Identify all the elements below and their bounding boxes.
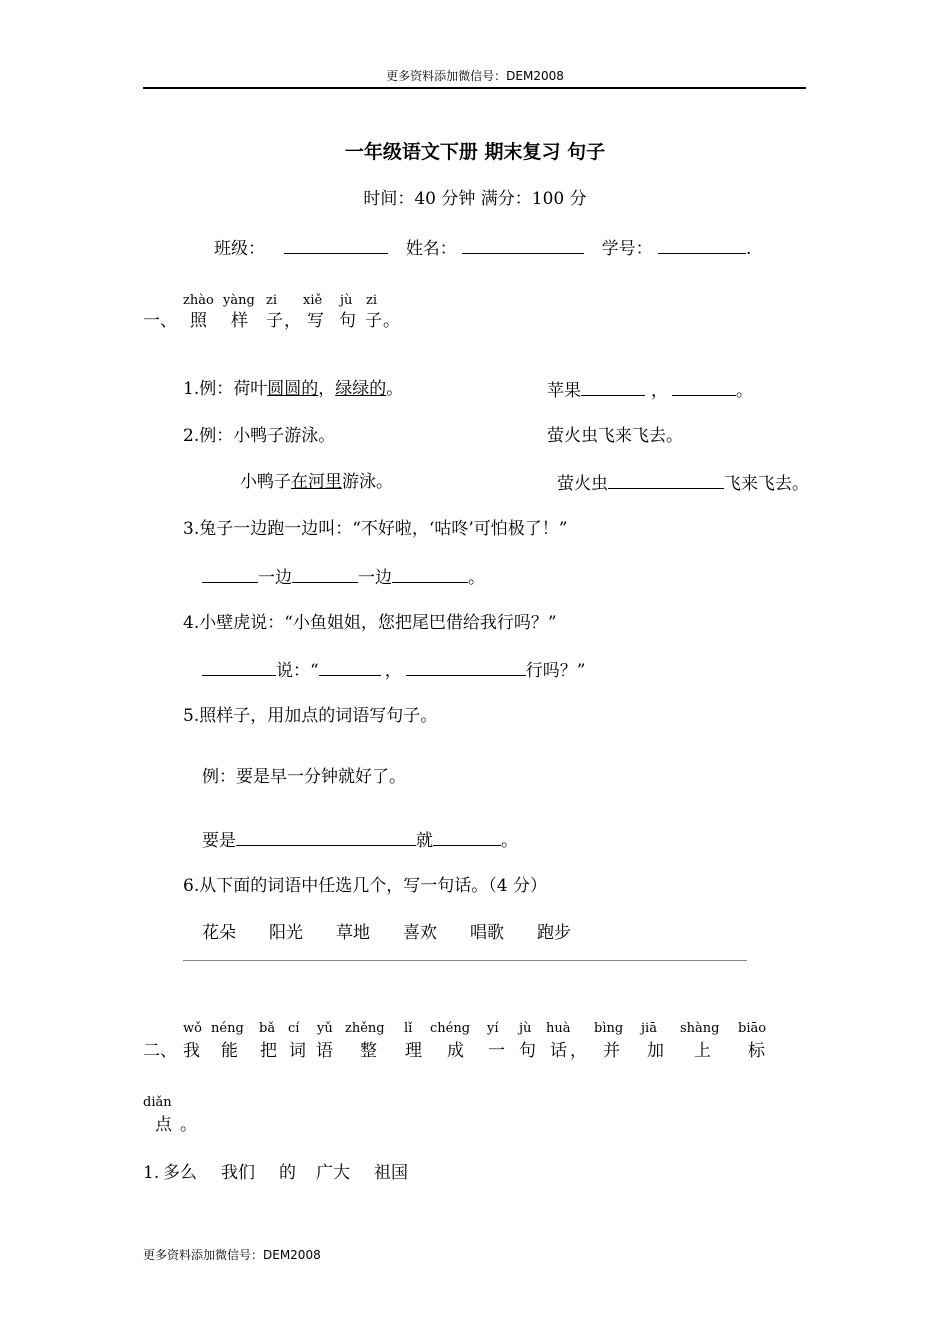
footer-note: 更多资料添加微信号：DEM2008	[143, 1248, 321, 1262]
section2-char: 句	[519, 1041, 536, 1061]
q6-word: 唱歌	[470, 923, 504, 943]
section2-pinyin-11: huà	[546, 1021, 571, 1036]
q3-word-1: 一边	[258, 568, 292, 588]
section2-char: ，	[570, 1041, 587, 1061]
q5-example: 例：要是早一分钟就好了。	[202, 767, 406, 787]
q4-blank-3[interactable]	[406, 661, 526, 676]
q3-text: 3.兔子一边跑一边叫：“不好啦，‘咕咚’可怕极了！”	[183, 519, 568, 539]
section1-pinyin-6: zi	[366, 293, 378, 308]
q6-word: 跑步	[537, 923, 571, 943]
q4-text: 4.小壁虎说：“小鱼姐姐，您把尾巴借给我行吗？”	[183, 613, 557, 633]
section1-char: 句	[339, 311, 356, 331]
section2-pinyin-3: bǎ	[259, 1021, 276, 1036]
section2-pinyin-2: néng	[211, 1021, 244, 1036]
q2-sub-end: 游泳。	[342, 472, 393, 492]
section2-char: 并	[603, 1041, 620, 1061]
q3-end: 。	[468, 568, 485, 588]
section2-pinyin-1: wǒ	[183, 1021, 202, 1036]
section1-char: 子	[266, 311, 283, 331]
q2-sub-prefix: 小鸭子	[240, 472, 291, 492]
fields-end-mark: .	[746, 239, 752, 259]
section2-pinyin-12: bìng	[594, 1021, 624, 1036]
section1-pinyin-4: xiě	[303, 293, 323, 308]
header-rule	[143, 87, 806, 89]
q3-blank-3[interactable]	[392, 568, 468, 583]
q6-text: 6.从下面的词语中任选几个，写一句话。（4 分）	[183, 876, 547, 896]
s2q1-word: 祖国	[374, 1163, 408, 1183]
number-label: 学号：	[601, 239, 653, 259]
q1-answer-sep: ，	[651, 381, 668, 401]
exam-info: 时间：40 分钟 满分：100 分	[363, 189, 587, 209]
section2-cont-char: 点	[155, 1115, 172, 1135]
section2-char: 语	[316, 1041, 333, 1061]
q4-say: 说：“	[276, 661, 319, 681]
section1-char: 写	[307, 311, 324, 331]
section2-char: 词	[289, 1041, 306, 1061]
q1-period: 。	[386, 379, 404, 399]
s2q1-number: 1.	[143, 1163, 160, 1183]
q2-blank[interactable]	[608, 474, 724, 489]
section2-pinyin-9: yí	[487, 1021, 499, 1036]
q2-sub-underlined: 在河里	[291, 472, 342, 492]
name-label: 姓名：	[405, 239, 457, 259]
q1-blank-1[interactable]	[581, 381, 645, 396]
q6-word: 阳光	[269, 923, 303, 943]
section1-char: 子	[365, 311, 382, 331]
section1-char: 照	[190, 311, 207, 331]
s2q1-word: 多么	[163, 1163, 197, 1183]
q1-prefix: 1.例：荷叶	[183, 379, 268, 399]
student-fields	[214, 239, 751, 258]
q6-answer-line[interactable]	[183, 960, 747, 961]
q3-blank-1[interactable]	[202, 568, 258, 583]
section2-pinyin-10: jù	[519, 1021, 532, 1036]
section2-pinyin-13: jiā	[641, 1021, 657, 1036]
q2-answer	[557, 474, 809, 493]
q2-answer-prefix: 萤火虫	[557, 474, 608, 494]
header-note: 更多资料添加微信号：DEM2008	[386, 69, 564, 83]
section2-cont-char: 。	[180, 1115, 197, 1135]
section2-pinyin-8: chéng	[430, 1021, 471, 1036]
q1-answer	[547, 381, 753, 400]
q4-blank-2[interactable]	[319, 661, 381, 676]
section2-number: 二、	[143, 1041, 177, 1061]
q6-word: 花朵	[202, 923, 236, 943]
q5-end: 。	[501, 831, 518, 851]
section2-pinyin-14: shàng	[680, 1021, 720, 1036]
section1-pinyin-1: zhào	[183, 293, 214, 308]
section2-char: 标	[748, 1041, 765, 1061]
q5-text: 5.照样子，用加点的词语写句子。	[183, 706, 438, 726]
section2-char: 成	[447, 1041, 464, 1061]
q5-blank-2[interactable]	[433, 831, 501, 846]
section2-char: 话	[550, 1041, 567, 1061]
section2-pinyin-4: cí	[288, 1021, 300, 1036]
q1-example	[183, 381, 403, 398]
q5-word-1: 要是	[202, 831, 236, 851]
section2-char: 能	[221, 1041, 238, 1061]
section2-char: 整	[360, 1041, 377, 1061]
s2q1-word: 我们	[221, 1163, 255, 1183]
section2-char: 把	[260, 1041, 277, 1061]
section2-pinyin-5: yǔ	[317, 1021, 333, 1036]
q3-answer	[202, 568, 485, 587]
section2-cont-pinyin: diǎn	[143, 1095, 172, 1110]
q4-sep: ，	[384, 661, 402, 681]
section2-pinyin-15: biāo	[738, 1021, 767, 1036]
q1-blank-2[interactable]	[672, 381, 736, 396]
section1-pinyin-2: yàng	[223, 293, 255, 308]
q2-right: 萤火虫飞来飞去。	[547, 426, 683, 446]
s2q1-word: 广大	[316, 1163, 350, 1183]
q5-answer	[202, 831, 518, 850]
q4-answer	[202, 661, 585, 680]
section1-pinyin-5: jù	[340, 293, 353, 308]
class-blank[interactable]	[284, 239, 388, 254]
section2-char: 一	[488, 1041, 505, 1061]
section2-char: 我	[183, 1041, 200, 1061]
section1-char: ，	[284, 311, 301, 331]
q1-underlined-1: 圆圆的	[267, 379, 319, 399]
section2-char: 上	[694, 1041, 711, 1061]
s2q1-word: 的	[279, 1163, 296, 1183]
q6-word: 喜欢	[403, 923, 437, 943]
q3-blank-2[interactable]	[292, 568, 358, 583]
q6-word: 草地	[336, 923, 370, 943]
section1-char: 。	[383, 311, 400, 331]
q4-blank-1[interactable]	[202, 661, 276, 676]
q1-underlined-2: 绿绿的	[335, 379, 387, 399]
q1-answer-end: 。	[736, 381, 753, 401]
q5-blank-1[interactable]	[236, 831, 416, 846]
q5-word-2: 就	[416, 831, 433, 851]
name-blank[interactable]	[462, 239, 584, 254]
number-blank[interactable]	[658, 239, 746, 254]
q2-example: 2.例：小鸭子游泳。	[183, 426, 336, 446]
section2-pinyin-7: lǐ	[404, 1021, 413, 1036]
section1-pinyin-3: zi	[266, 293, 278, 308]
section1-number: 一、	[143, 311, 177, 331]
section2-char: 理	[405, 1041, 422, 1061]
class-label: 班级：	[214, 239, 265, 259]
q2-sub-example	[240, 474, 393, 491]
section2-char: 加	[647, 1041, 664, 1061]
q1-answer-prefix: 苹果	[547, 381, 581, 401]
q1-comma: ，	[318, 379, 336, 399]
page-title: 一年级语文下册 期末复习 句子	[344, 141, 606, 163]
section2-pinyin-6: zhěng	[345, 1021, 385, 1036]
section1-char: 样	[231, 311, 248, 331]
q4-end: 行吗？”	[525, 661, 586, 681]
q3-word-2: 一边	[358, 568, 392, 588]
q2-answer-end: 飞来飞去。	[724, 474, 809, 494]
